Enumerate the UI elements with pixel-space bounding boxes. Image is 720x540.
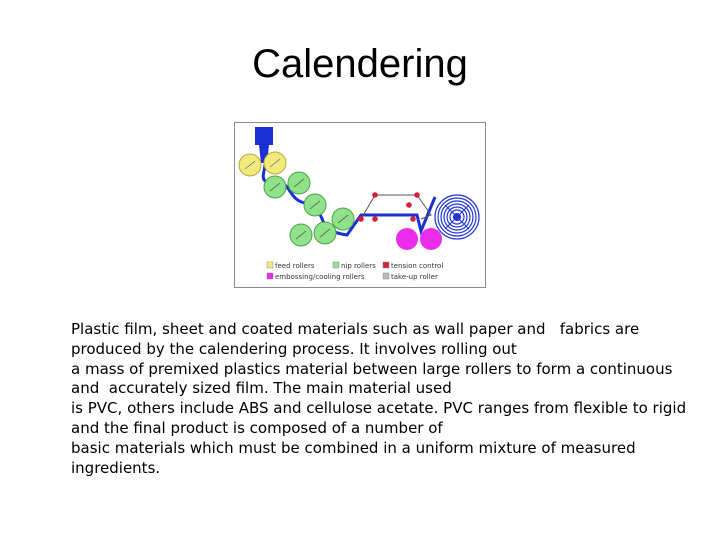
slide-title: Calendering [252, 42, 468, 86]
take-up-roller [435, 195, 479, 239]
legend-nip-rollers: nip rollers [341, 262, 376, 270]
diagram-legend [267, 262, 443, 281]
body-line: produced by the calendering process. It involves rolling out [71, 339, 517, 358]
legend-feed-rollers: feed rollers [275, 262, 315, 270]
body-line: and the final product is composed of a number of [71, 418, 443, 437]
legend-embossing-cooling-rollers: embossing/cooling rollers [275, 273, 365, 281]
calendering-diagram [234, 122, 486, 288]
legend-swatch-feed-rollers [267, 262, 273, 268]
legend-swatch-nip-rollers [333, 262, 339, 268]
body-line: and accurately sized film. The main material used [71, 379, 452, 398]
body-line: is PVC, others include ABS and cellulose acetate. PVC ranges from flexible to rigid [71, 399, 687, 418]
body-line: ingredients. [71, 458, 161, 477]
body-line: basic materials which must be combined in a uniform mixture of measured [71, 438, 636, 457]
legend-swatch-embossing-cooling-rollers [267, 273, 273, 279]
legend-swatch-tension-control [383, 262, 389, 268]
tension-control-rollers [358, 192, 431, 222]
embossing-cooling-rollers [396, 228, 442, 250]
body-line: a mass of premixed plastics material between large rollers to form a continuous [71, 359, 673, 378]
body-paragraph [71, 320, 687, 478]
legend-swatch-take-up-roller [383, 273, 389, 279]
legend-tension-control: tension control [391, 262, 444, 270]
legend-take-up-roller: take-up roller [391, 273, 438, 281]
body-line: Plastic film, sheet and coated materials such as wall paper and fabrics are [71, 320, 640, 338]
